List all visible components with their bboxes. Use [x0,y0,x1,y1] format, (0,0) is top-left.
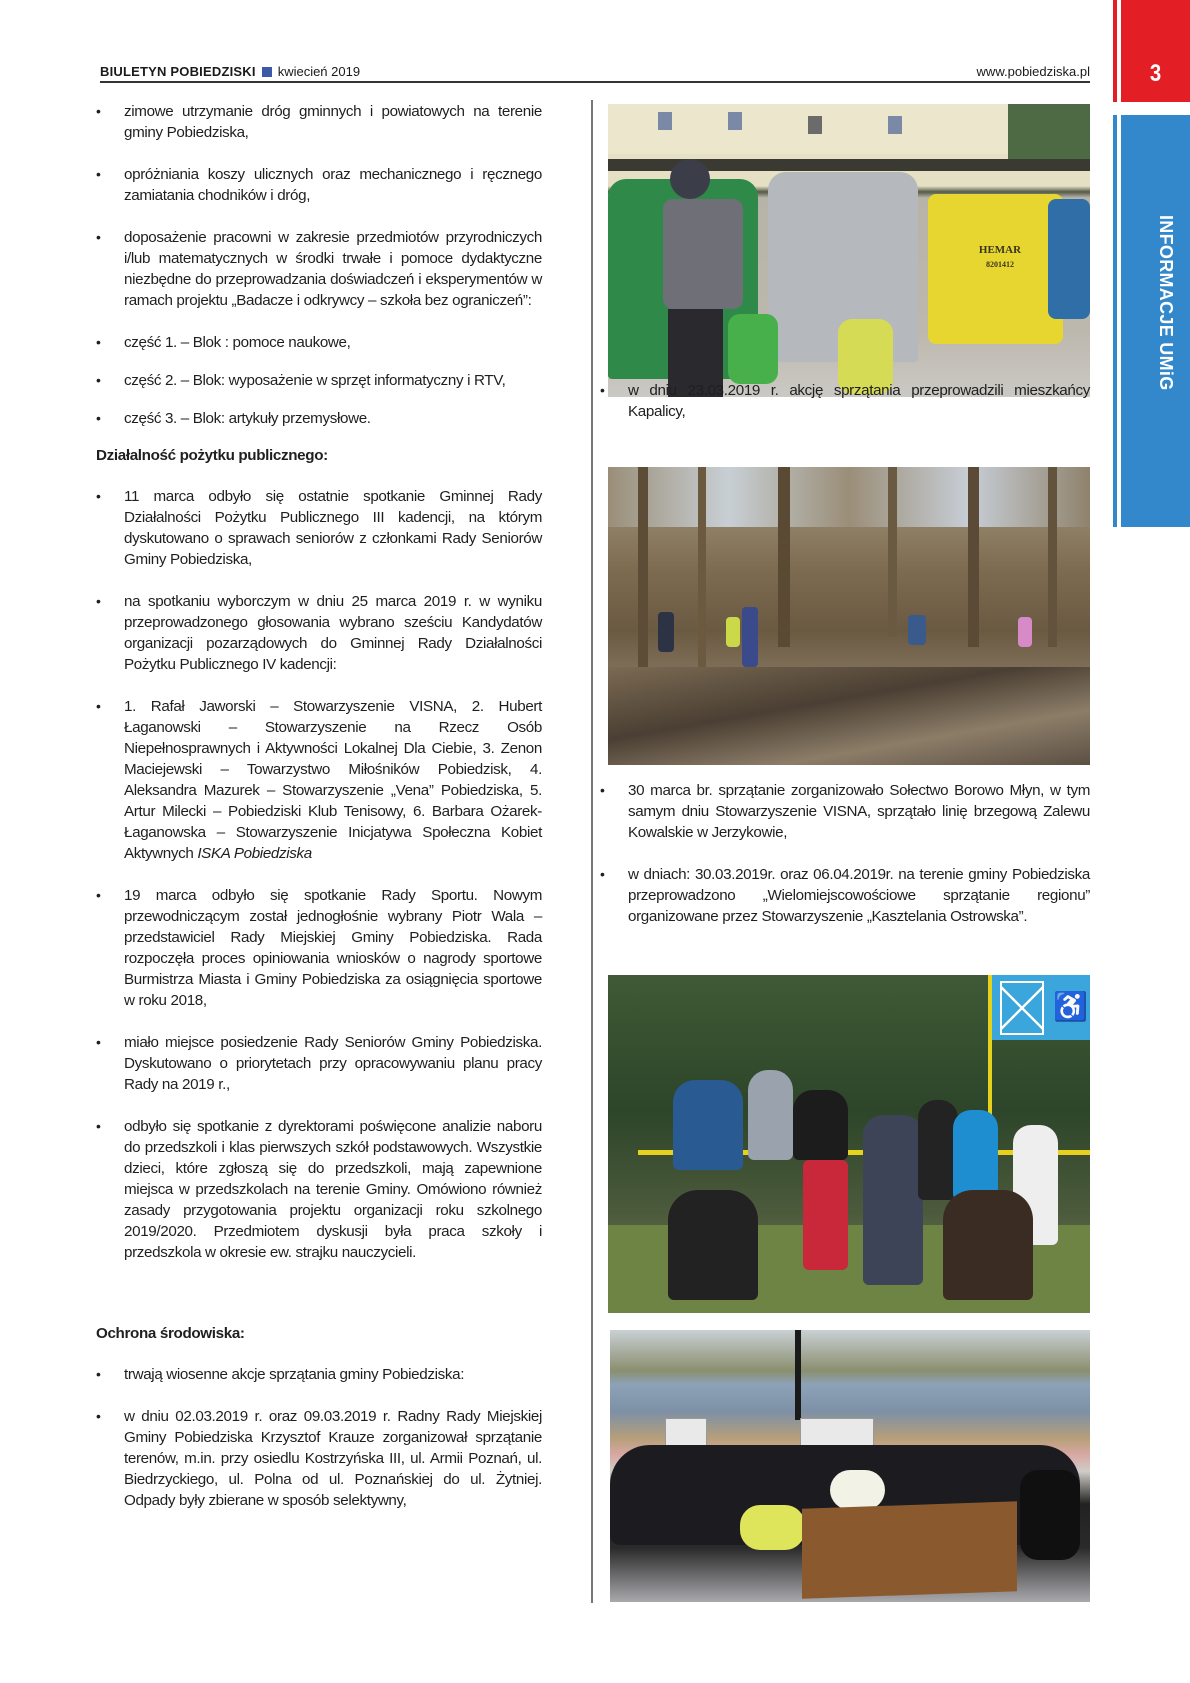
list-item: • część 3. – Blok: artykuły przemysłowe. [96,408,542,429]
publication-title: BIULETYN POBIEDZISKI [100,64,256,79]
list-item: • doposażenie pracowni w zakresie przedmiotów przyrodniczych i/lub matematycznych w środki trwałe i pomoce dydaktyczne niezbędne do przeprowadzania doświadczeń i eksperymentów w ramach projektu „Badacze i odkrywcy – szkoła bez ograniczeń”: [96,227,542,311]
photo-group-volunteers [608,975,1090,1313]
square-icon [262,67,272,77]
list-item: • w dniu 23.03.2019 r. akcję sprzątania przeprowadzili mieszkańcy Kapalicy, [600,380,1090,422]
section-label: INFORMACJE UMiG [1156,215,1176,391]
column-divider [591,100,593,1603]
section-heading-public-benefit: Działalność pożytku publicznego: [96,447,328,464]
list-item: • część 2. – Blok: wyposażenie w sprzęt informatyczny i RTV, [96,370,542,391]
container-label: HEMAR [978,244,1022,256]
list-item: • 19 marca odbyło się spotkanie Rady Sportu. Nowym przewodniczącym został jednogłośnie wybrany Piotr Wala – przedstawiciel Rady Miejskiej Gminy Pobiedziska. Rada rozpoczęła proces opiniowania wniosków o nagrody sportowe Burmistrza Miasta i Gminy Pobiedziska za osiągnięcia sportowe w roku 2018, [96,885,542,1011]
list-item: • odbyło się spotkanie z dyrektorami poświęcone analizie naboru do przedszkoli i klas pierwszych szkół podstawowych. Wszystkie dzieci, które zgłoszą się do przedszkoli, mają zapewnione miejsca w przedszkolach na terenie Gminy. Omówiono również zasady przygotowania projektu organizacji roku szkolnego 2019/2020. Przedmiotem dyskusji była praca szkoły i przedszkola w okresie ew. strajku nauczycieli. [96,1116,542,1263]
list-item: • część 1. – Blok : pomoce naukowe, [96,332,542,353]
section-tab [1121,115,1190,527]
list-item: • zimowe utrzymanie dróg gminnych i powiatowych na terenie gminy Pobiedziska, [96,101,542,143]
container-code: 8201412 [986,260,1014,269]
list-item: • w dniu 02.03.2019 r. oraz 09.03.2019 r. Radny Rady Miejskiej Gminy Pobiedziska Krzysztof Krauze zorganizował sprzątanie terenów, m.in. przy osiedlu Kostrzyńska III, ul. Armii Poznań, ul. Biedrzyckiego, ul. Polna od ul. Poznańskiej do ul. Żytniej. Odpady były zbierane w sposób selektywny, [96,1406,542,1511]
list-item: • w dniach: 30.03.2019r. oraz 06.04.2019r. na terenie gminy Pobiedziska przeprowadzono „Wielomiejscowościowe sprzątanie regionu” organizowane przez Stowarzyszenie „Kasztelania Ostrowska”. [600,864,1090,927]
page-number-tab [1121,0,1190,102]
list-item: • trwają wiosenne akcje sprzątania gminy Pobiedziska: [96,1364,542,1385]
website-link[interactable]: www.pobiedziska.pl [976,64,1090,79]
page-tab-stripe [1113,0,1117,102]
section-tab-stripe [1113,115,1117,527]
photo-recycling-containers [608,104,1090,397]
section-heading-environment: Ochrona środowiska: [96,1325,245,1342]
list-item: • opróżniania koszy ulicznych oraz mechanicznego i ręcznego zamiatania chodników i dróg, [96,164,542,206]
issue-date: kwiecień 2019 [277,64,361,79]
photo-collected-trash-bags [610,1330,1090,1602]
list-item: • 11 marca odbyło się ostatnie spotkanie Gminnej Rady Działalności Pożytku Publicznego III kadencji, na którym dyskutowano o sprawach seniorów z członkami Rady Seniorów Gminy Pobiedziska, [96,486,542,570]
left-column [96,101,542,1511]
header-rule [100,81,1090,83]
list-item-candidates [96,696,542,864]
publication-masthead [100,64,360,79]
list-item: • miało miejsce posiedzenie Rady Seniorów Gminy Pobiedziska. Dyskutowano o priorytetach przy opracowywaniu planu pracy Rady na 2019 r., [96,1032,542,1095]
page-header [100,60,1090,82]
candidates-italic: ISKA Pobiedziska [197,845,312,862]
candidates-text: 1. Rafał Jaworski – Stowarzyszenie VISNA, 2. Hubert Łaganowski – Stowarzyszenie na Rzecz Osób Niepełnosprawnych i Aktywności Lokalnej Dla Ciebie, 3. Zenon Maciejewski – Towarzystwo Miłośników Pobiedzisk, 4. Aleksandra Mazurek – Stowarzyszenie „Vena” Pobiedziska, 5. Artur Milecki – Pobiedziski Klub Tenisowy, 6. Barbara Ożarek-Łaganowska – Stowarzyszenie Inicjatywa Społeczna Kobiet Aktywnych [124,698,542,862]
list-item: • 30 marca br. sprzątanie zorganizowało Sołectwo Borowo Młyn, w tym samym dniu Stowarzyszenie VISNA, sprzątało linię brzegową Zalewu Kowalskie w Jerzykowie, [600,780,1090,843]
right-captions-2 [600,780,1090,927]
photo-forest-cleanup [608,467,1090,765]
wheelchair-icon: ♿ [1053,991,1088,1022]
right-caption-1 [600,380,1090,422]
page-number: 3 [1149,60,1162,87]
list-item: • na spotkaniu wyborczym w dniu 25 marca 2019 r. w wyniku przeprowadzonego głosowania wybrano sześciu Kandydatów organizacji pozarządowych do Gminnej Rady Działalności Pożytku Publicznego IV kadencji: [96,591,542,675]
